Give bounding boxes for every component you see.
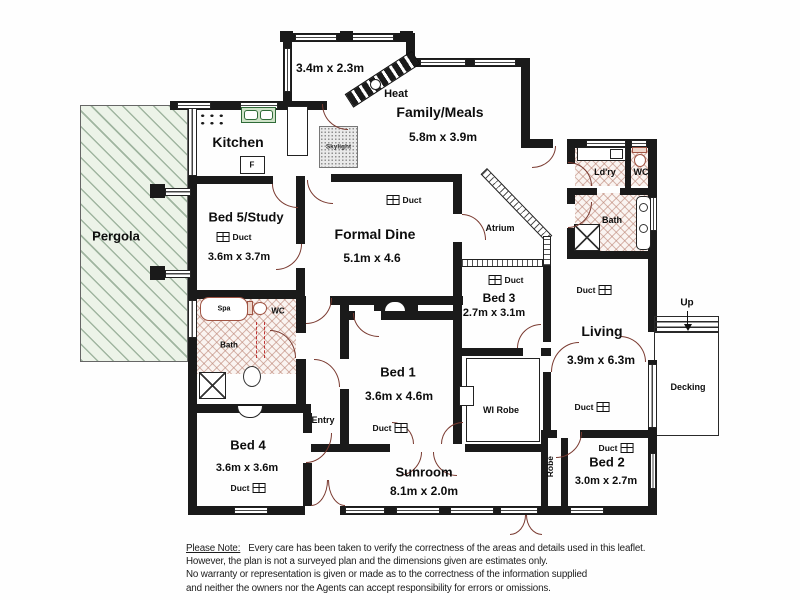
door-arc [462,214,486,240]
window [631,140,647,147]
room-label-bath-upper: Bath [602,215,622,225]
duct-label: Duct [372,423,392,433]
room-label-decking: Decking [670,382,706,392]
duct-icon [489,275,502,285]
wall [521,58,530,148]
up-arrow-icon [687,311,688,324]
door-arc [307,180,333,204]
room-label-pergola: Pergola [92,228,140,244]
room-label-family-meals: Family/Meals [396,104,484,120]
window [234,507,268,514]
window [570,507,604,514]
kitchen-counter [287,106,308,156]
duct-label: Duct [402,195,422,205]
duct-label: Duct [576,285,596,295]
window [650,197,657,231]
window [586,140,626,147]
duct-indicator [373,423,408,433]
duct-icon [387,195,400,205]
room-label-sunroom: Sunroom [395,464,453,480]
duct-icon [596,402,609,412]
basin-icon [243,366,261,387]
duct-icon [252,483,265,493]
duct-indicator [217,232,252,242]
wall [188,338,197,515]
room-label-wi-robe: WI Robe [483,404,519,415]
duct-label: Duct [232,232,252,242]
formal-dine-fireplace-notch [385,302,405,311]
room-dims-bed1: 3.6m x 4.6m [364,389,434,403]
room-label-bed3: Bed 3 [482,291,516,305]
room-dims-bed2: 3.0m x 2.7m [574,475,638,487]
duct-indicator [387,195,422,205]
window [165,188,191,196]
door-arc [314,359,340,387]
door-arc [306,433,332,463]
room-label-bed4: Bed 4 [230,437,266,453]
label-up: Up [680,297,694,309]
wall [296,305,306,333]
pergola-post [400,31,413,42]
room-label-wc-mid: WC [271,306,285,316]
atrium-glazing [543,236,551,266]
wall [541,348,551,356]
room-dims-bed3: 2.7m x 3.1m [462,307,526,319]
wall [455,348,523,356]
window [284,48,291,92]
room-label-bed2: Bed 2 [589,454,625,470]
room-label-bath-mid: Bath [220,340,238,350]
bathtub-tap-icon [639,203,648,212]
room-label-bed5-study: Bed 5/Study [208,209,284,225]
room-dims-sunroom: 8.1m x 2.0m [389,484,459,498]
wall [296,296,306,305]
room-dims-bed5-study: 3.6m x 3.7m [207,251,271,263]
shower-upper-icon [574,224,600,251]
window [165,270,191,278]
room-dims-bay: 3.4m x 2.3m [295,61,365,75]
wall [340,389,349,444]
window [500,507,538,514]
door-arc [311,480,328,506]
disclaimer-heading: Please Note: [186,543,241,554]
room-label-robe: Robe [545,456,555,478]
kitchen-sink-icon [241,107,276,123]
duct-indicator [599,443,634,453]
fireplace-heater [345,51,421,108]
wi-robe-outline [466,358,540,442]
duct-label: Duct [574,402,594,412]
disclaimer-line2: However, the plan is not a surveyed plan and the dimensions given are estimates only. [186,556,548,568]
door-arc [517,324,541,348]
skylight-label: Skylight [325,143,352,151]
wall [465,444,543,452]
door-arc [441,422,463,444]
door-arc [532,146,556,168]
duct-indicator [575,402,610,412]
shower-screen-icon [256,322,265,358]
door-arc [353,313,379,337]
wi-robe-recess [459,386,474,406]
duct-icon [217,232,230,242]
door-arc [328,480,345,506]
up-arrowhead-icon [684,324,692,331]
room-label-atrium: Atrium [485,223,515,233]
wall [453,174,462,214]
toilet-tank-icon [632,147,647,153]
disclaimer-note [186,542,786,595]
room-label-bed1: Bed 1 [380,364,416,380]
laundry-trough-icon [610,149,623,159]
duct-icon [394,423,407,433]
door-arc [306,298,332,324]
room-label-formal-dine: Formal Dine [334,226,416,242]
pergola-post [340,31,353,42]
skylight-box [319,126,358,168]
pergola-post [150,266,165,280]
fireplace-flue-icon [370,79,381,90]
room-dims-bed4: 3.6m x 3.6m [215,462,279,474]
door-arc [510,515,526,535]
wall [296,359,306,406]
wall [567,251,657,259]
room-dims-living: 3.9m x 6.3m [566,353,636,367]
room-label-entry: Entry [311,415,335,425]
room-label-kitchen: Kitchen [212,134,264,150]
duct-icon [598,285,611,295]
wall [543,372,551,430]
duct-label: Duct [230,483,250,493]
bed4-arch-niche [237,406,263,418]
door-arc [526,515,542,535]
wall [453,242,462,444]
room-label-wc-upper: WC [633,167,649,177]
wall [580,430,657,438]
room-label-heat: Heat [384,88,408,100]
duct-label: Duct [598,443,618,453]
pergola-post [280,31,293,42]
disclaimer-line3: No warranty or representation is given or made as to the correctness of the information supplied [186,569,588,581]
wall [331,174,455,182]
wall [188,176,273,184]
window [420,59,466,66]
room-dims-family-meals: 5.8m x 3.9m [408,130,478,144]
duct-icon [620,443,633,453]
stove-burners-icon [196,110,224,125]
wall [381,311,462,320]
wall [567,188,597,195]
atrium-glazing [461,259,543,267]
wall [567,139,575,164]
window [352,34,394,41]
duct-indicator [231,483,266,493]
pergola-post [150,184,165,198]
door-arc [272,184,298,208]
room-dims-formal-dine: 5.1m x 4.6 [343,251,401,265]
shower-mid-icon [199,372,226,399]
window [295,34,337,41]
door-arc [556,432,582,458]
duct-indicator [489,275,524,285]
room-label-living: Living [581,323,623,339]
window [188,300,197,338]
window [650,453,656,489]
fridge-label: F [249,160,255,170]
spa-label: Spa [217,305,231,313]
room-label-laundry: Ld'ry [594,167,616,177]
window [450,507,494,514]
bathtub-tap-icon [639,224,648,233]
door-arc [276,244,302,270]
window [345,507,385,514]
window [648,364,657,428]
window [396,507,440,514]
duct-indicator [577,285,612,295]
window [474,59,516,66]
disclaimer-line1: Every care has been taken to verify the correctness of the areas and details used in this leaflet. [248,543,646,554]
disclaimer-line4: and neither the owners nor the Agents can accept responsibility for errors or omissions. [186,582,551,594]
duct-label: Duct [504,275,524,285]
wall [543,266,551,342]
